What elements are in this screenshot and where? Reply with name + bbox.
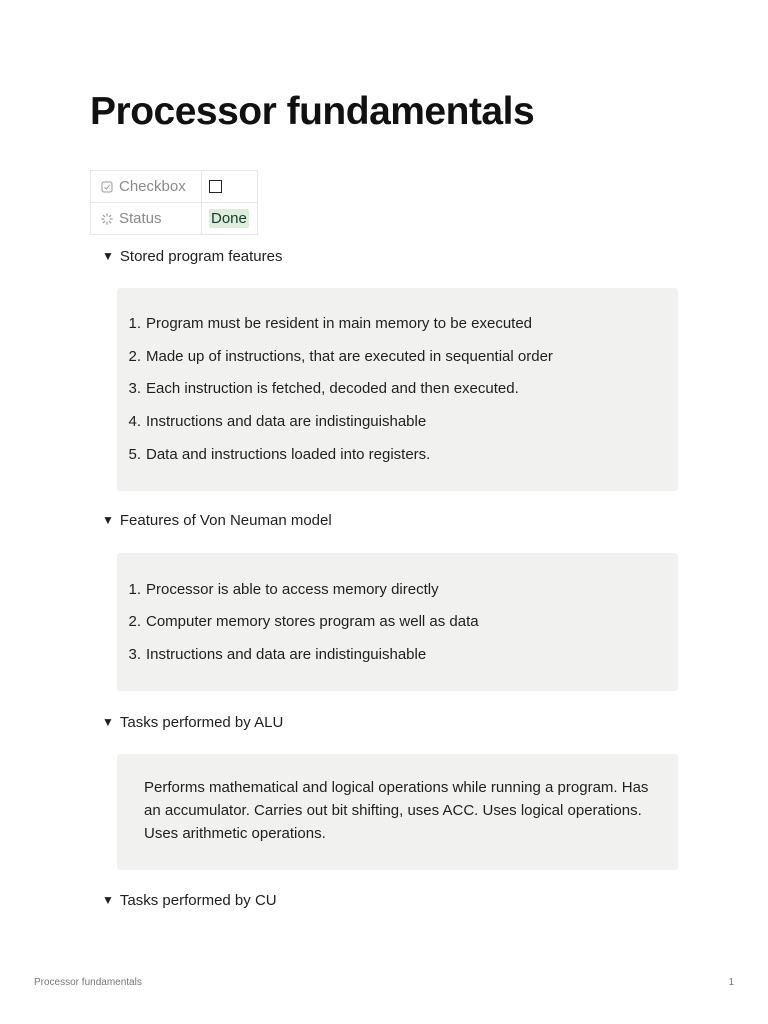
property-value-cell[interactable]	[202, 171, 258, 203]
list-item	[117, 348, 553, 365]
property-value-cell[interactable]	[202, 203, 258, 235]
list-item-text: Computer memory stores program as well as data	[146, 613, 479, 630]
list-item-text: Instructions and data are indistinguishable	[146, 646, 427, 663]
triangle-down-icon[interactable]: ▼	[102, 249, 114, 263]
list-number: 2.	[128, 348, 141, 365]
list-item-text: Made up of instructions, that are executed in sequential order	[146, 348, 553, 365]
triangle-down-icon[interactable]: ▼	[102, 893, 114, 907]
list-item	[117, 380, 519, 397]
toggle-heading: Stored program features	[119, 248, 283, 265]
list-item	[117, 581, 439, 598]
toggle-von-neuman-features[interactable]	[102, 512, 332, 529]
status-property-icon	[101, 213, 113, 225]
callout-block	[117, 754, 678, 870]
properties-table	[90, 170, 258, 235]
list-item-text: Program must be resident in main memory to be executed	[146, 315, 533, 332]
list-item-text: Instructions and data are indistinguishable	[146, 413, 427, 430]
list-number: 3.	[128, 646, 141, 663]
status-badge[interactable]: Done	[211, 210, 247, 227]
property-name-cell	[91, 171, 202, 203]
list-number: 1.	[128, 315, 141, 332]
property-row-status	[91, 203, 258, 235]
toggle-heading: Tasks performed by ALU	[119, 714, 284, 731]
triangle-down-icon[interactable]: ▼	[102, 715, 114, 729]
list-number: 3.	[128, 380, 141, 397]
property-name-cell	[91, 203, 202, 235]
list-item-text: Each instruction is fetched, decoded and then executed.	[146, 380, 519, 397]
callout-block	[117, 288, 678, 491]
list-item	[117, 315, 532, 332]
toggle-stored-program-features[interactable]	[102, 248, 282, 265]
list-item	[117, 613, 479, 630]
checkbox-property-icon	[101, 181, 113, 193]
property-row-checkbox	[91, 171, 258, 203]
footer-title: Processor fundamentals	[34, 977, 142, 988]
list-item	[117, 646, 426, 663]
toggle-heading: Tasks performed by CU	[119, 892, 277, 909]
list-item	[117, 413, 426, 430]
triangle-down-icon[interactable]: ▼	[102, 513, 114, 527]
callout-paragraph: Performs mathematical and logical operations while running a program. Has an accumulator. Carries out bit shifting, uses ACC. Uses logical operations. Uses arithmetic operations.	[144, 779, 649, 842]
page-title: Processor fundamentals	[90, 90, 535, 133]
list-number: 4.	[128, 413, 141, 430]
property-label-checkbox: Checkbox	[119, 178, 186, 195]
list-number: 2.	[128, 613, 141, 630]
list-number: 1.	[128, 581, 141, 598]
list-item-text: Data and instructions loaded into registers.	[146, 446, 431, 463]
toggle-alu-tasks[interactable]	[102, 714, 283, 731]
toggle-heading: Features of Von Neuman model	[119, 512, 332, 529]
callout-block	[117, 553, 678, 691]
footer-page-number: 1	[728, 977, 734, 988]
list-item	[117, 446, 430, 463]
toggle-cu-tasks[interactable]	[102, 892, 277, 909]
list-number: 5.	[128, 446, 141, 463]
list-item-text: Processor is able to access memory directly	[146, 581, 439, 598]
property-label-status: Status	[119, 210, 162, 227]
checkbox-input[interactable]	[209, 180, 222, 193]
